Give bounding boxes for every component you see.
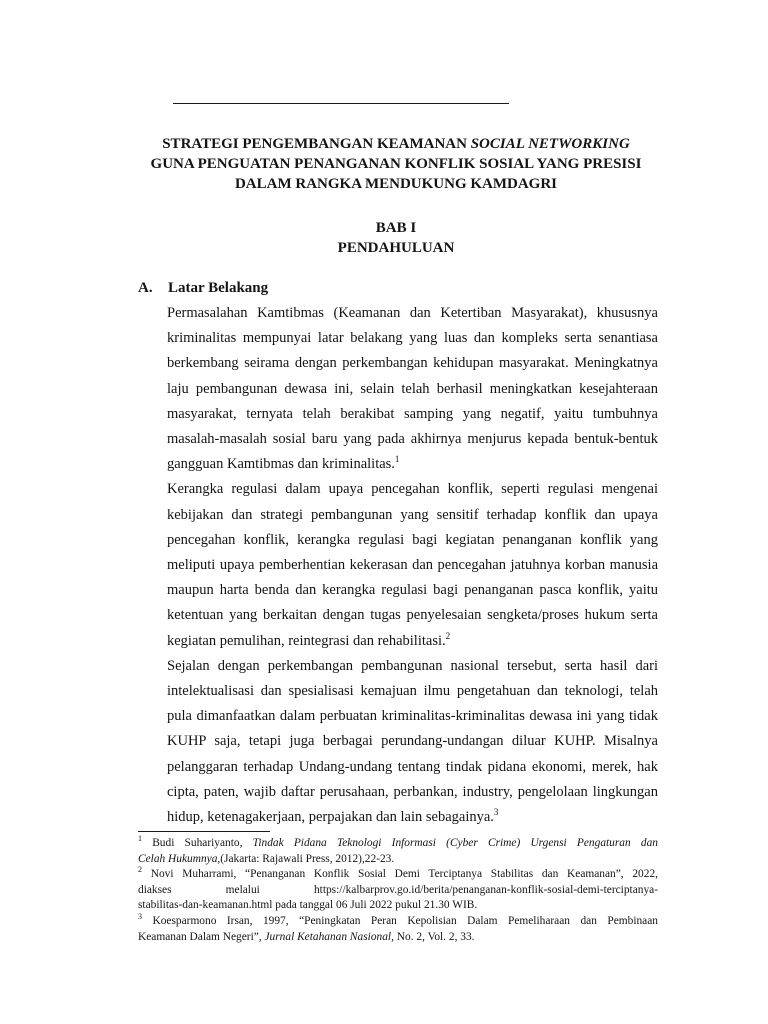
- footnote-line: Celah Hukumnya,(Jakarta: Rajawali Press, 2012),22-23.: [138, 852, 395, 865]
- paragraph-line: pula dimanfaatkan dalam perbuatan kriminalitas-kriminalitas dewasa ini yang tidak: [167, 708, 658, 725]
- paragraph-line: cipta, paten, wajib daftar perusahaan, perbankan, industry, pengelolaan lingkungan: [167, 783, 658, 800]
- title-line-1: STRATEGI PENGEMBANGAN KEAMANAN SOCIAL NETWORKING: [162, 136, 630, 152]
- title-line-2: GUNA PENGUATAN PENANGANAN KONFLIK SOSIAL YANG PRESISI: [150, 156, 642, 172]
- paragraph-line: masalah-masalah sosial baru yang pada akhirnya menjurus kepada bentuk-bentuk: [167, 431, 658, 448]
- document-title: [80, 134, 712, 194]
- title-italic-term: SOCIAL NETWORKING: [470, 136, 630, 152]
- footnote-ref: 3: [493, 807, 499, 818]
- footnote-separator: [138, 831, 270, 832]
- footnote-italic: Tindak Pidana Teknologi Informasi (Cyber Crime) Urgensi Pengaturan dan: [252, 837, 658, 849]
- paragraph-line: KUHP saja, tetapi juga berbagai perundang-undangan diluar KUHP. Misalnya: [167, 733, 658, 750]
- paragraph-line: pelanggaran terhadap Undang-undang tentang tindak pidana ekonomi, merek, hak: [167, 758, 658, 775]
- footnote-line: $^2$ Novi Muharrami, “Penanganan Konflik Sosial Demi Terciptanya Stabilitas dan Keamanan”, 2022,: [138, 865, 658, 881]
- footnote-number: 2: [138, 865, 142, 875]
- paragraph-line: ketentuan yang berkaitan dengan tugas penyelesaian sengketa/proses hukum serta: [167, 607, 658, 624]
- paragraph-line: kegiatan pemulihan, reintegrasi dan rehabilitasi.$^2$: [167, 630, 451, 649]
- top-rule: [173, 103, 509, 104]
- footnote: [138, 836, 658, 867]
- section-title: Latar Belakang: [168, 280, 269, 296]
- footnote-number: 3: [138, 912, 142, 922]
- footnote-number: 1: [138, 834, 142, 844]
- body-text: [138, 301, 658, 830]
- paragraph-line: meliputi upaya pemberhentian kekerasan dan pencegahan jatuhnya korban manusia: [167, 557, 658, 574]
- footnote-line: Keamanan Dalam Negeri”, Jurnal Ketahanan Nasional, No. 2, Vol. 2, 33.: [138, 930, 475, 943]
- footnote: [138, 914, 658, 945]
- body-paragraph: [138, 654, 658, 830]
- chapter-name: PENDAHULUAN: [337, 240, 455, 256]
- chapter-number: BAB I: [375, 220, 417, 236]
- paragraph-line: laju pembangunan dewasa ini, selain telah berhasil meningkatkan kesejahteraan: [167, 380, 658, 397]
- paragraph-line: Kerangka regulasi dalam upaya pencegahan konflik, seperti regulasi mengenai: [167, 481, 658, 498]
- section-heading: [138, 278, 268, 298]
- body-paragraph: [138, 477, 658, 653]
- paragraph-line: masyarakat, ternyata telah berakibat samping yang negatif, yaitu tumbuhnya: [167, 405, 658, 422]
- paragraph-line: maupun harta benda dan kerangka regulasi bagi penanganan pasca konflik, yaitu: [167, 582, 658, 599]
- paragraph-line: gangguan Kamtibmas dan kriminalitas.$^1$: [167, 454, 400, 473]
- section-letter: A.: [138, 280, 153, 296]
- footnote-ref: 1: [394, 454, 400, 465]
- footnote-line: stabilitas-dan-keamanan.html pada tanggal 06 Juli 2022 pukul 21.30 WIB.: [138, 899, 478, 912]
- paragraph-line: hidup, ketenagakerjaan, perpajakan dan lain sebagainya.$^3$: [167, 807, 499, 826]
- footnote-line: $^3$ Koesparmono Irsan, 1997, “Peningkatan Peran Kepolisian Dalam Pemeliharaan dan Pembinaan: [138, 912, 658, 927]
- paragraph-line: intelektualisasi dan spesialisasi kemajuan ilmu pengetahuan dan teknologi, telah: [167, 683, 658, 700]
- footnote: [138, 867, 658, 914]
- footnote-line: $^1$ Budi Suhariyanto, Tindak Pidana Teknologi Informasi (Cyber Crime) Urgensi Pengaturan dan: [138, 834, 658, 849]
- paragraph-line: berkembang seirama dengan perkembangan kehidupan masyarakat. Meningkatnya: [167, 355, 658, 372]
- footnotes: [138, 836, 658, 945]
- paragraph-line: kebijakan dan strategi pembangunan yang sensitif terhadap konflik dan upaya: [167, 506, 658, 523]
- footnote-italic: Jurnal Ketahanan Nasional,: [264, 930, 394, 943]
- title-line-3: DALAM RANGKA MENDUKUNG KAMDAGRI: [234, 176, 558, 192]
- body-paragraph: [138, 301, 658, 477]
- footnote-line: diakses melalui https://kalbarprov.go.id/berita/penanganan-konflik-sosial-demi-terciptanya-: [138, 883, 658, 896]
- paragraph-line: kriminalitas mempunyai latar belakang yang luas dan kompleks serta senantiasa: [167, 330, 658, 347]
- chapter-heading: [80, 218, 712, 258]
- footnote-ref: 2: [445, 630, 451, 641]
- footnote-italic: Celah Hukumnya,: [138, 852, 221, 865]
- paragraph-line: Sejalan dengan perkembangan pembangunan nasional tersebut, serta hasil dari: [167, 657, 658, 674]
- paragraph-line: pencegahan konflik, kerangka regulasi bagi kegiatan penanganan konflik yang: [167, 531, 658, 548]
- paragraph-line: Permasalahan Kamtibmas (Keamanan dan Ketertiban Masyarakat), khususnya: [167, 305, 658, 321]
